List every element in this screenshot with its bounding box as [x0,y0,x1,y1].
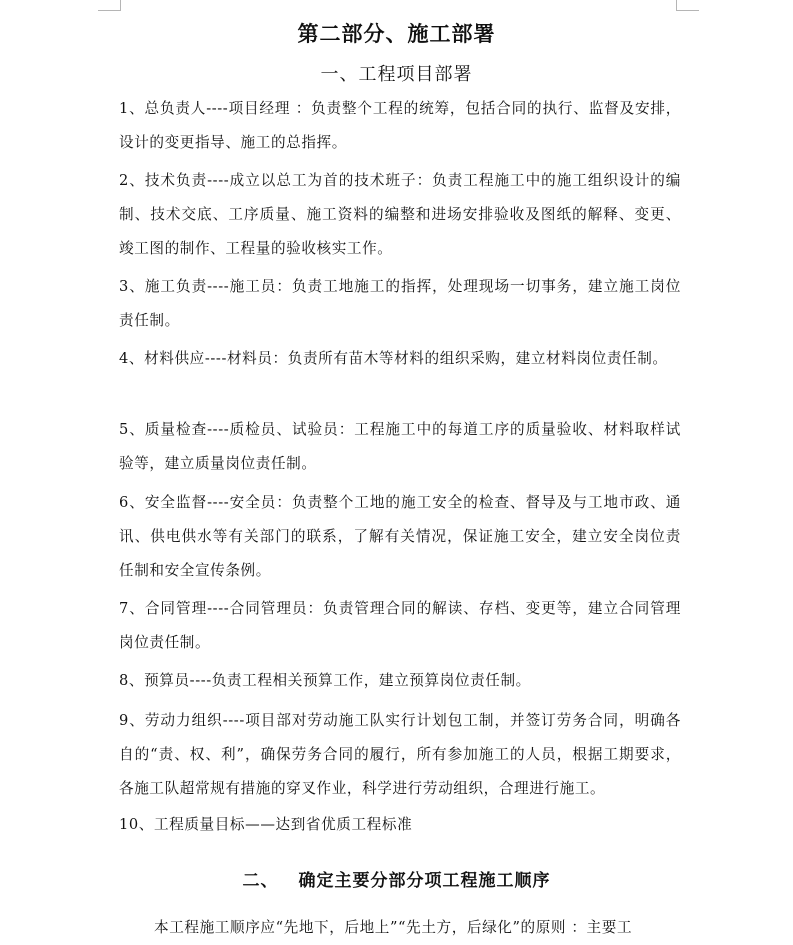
list-item: 1、总负责人----项目经理 ：负责整个工程的统筹，包括合同的执行、监督及安排，设计的变更指导、施工的总指挥。 [119,100,681,151]
page-corner-mark-right [676,0,699,11]
list-item: 8、预算员----负责工程相关预算工作，建立预算岗位责任制。 [119,672,531,689]
list-item: 6、安全监督----安全员：负责整个工地的施工安全的检查、督导及与工地市政、通讯、供电供水等有关部门的联系，了解有关情况，保证施工安全，建立安全岗位责任制和安全宣传条例。 [119,494,681,579]
list-item: 3、施工负责----施工员：负责工地施工的指挥，处理现场一切事务，建立施工岗位责任制。 [119,278,681,329]
list-item: 5、质量检查----质检员、试验员：工程施工中的每道工序的质量验收、材料取样试验等，建立质量岗位责任制。 [119,421,681,472]
list-item: 9、劳动力组织----项目部对劳动施工队实行计划包工制，并签订劳务合同，明确各自的“责、权、利”，确保劳务合同的履行，所有参加施工的人员，根据工期要求，各施工队超常规有措施的穿叉作业，科学进行劳动组织，合理进行施工。 [119,712,681,797]
list-item: 7、合同管理----合同管理员：负责管理合同的解读、存档、变更等，建立合同管理岗位责任制。 [119,600,681,651]
body-paragraph: 本工程施工顺序应“先地下，后地上”“先土方，后绿化”的原则 ：主要工 [154,919,633,936]
list-item: 4、材料供应----材料员：负责所有苗木等材料的组织采购，建立材料岗位责任制。 [119,350,668,367]
section-2-title: 确定主要分部分项工程施工顺序 [298,871,551,891]
list-item: 2、技术负责----成立以总工为首的技术班子：负责工程施工中的施工组织设计的编制、技术交底、工序质量、施工资料的编整和进场安排验收及图纸的解释、变更、竣工图的制作、工程量的验收核实工作。 [119,172,681,257]
section-2-number: 二、 [242,871,279,891]
section-1-heading: 一、工程项目部署 [320,64,473,85]
list-item: 10、工程质量目标——达到省优质工程标准 [119,816,413,833]
section-2-heading [0,866,793,891]
page-corner-mark-left [98,0,121,11]
document-title: 第二部分、施工部署 [297,21,496,46]
